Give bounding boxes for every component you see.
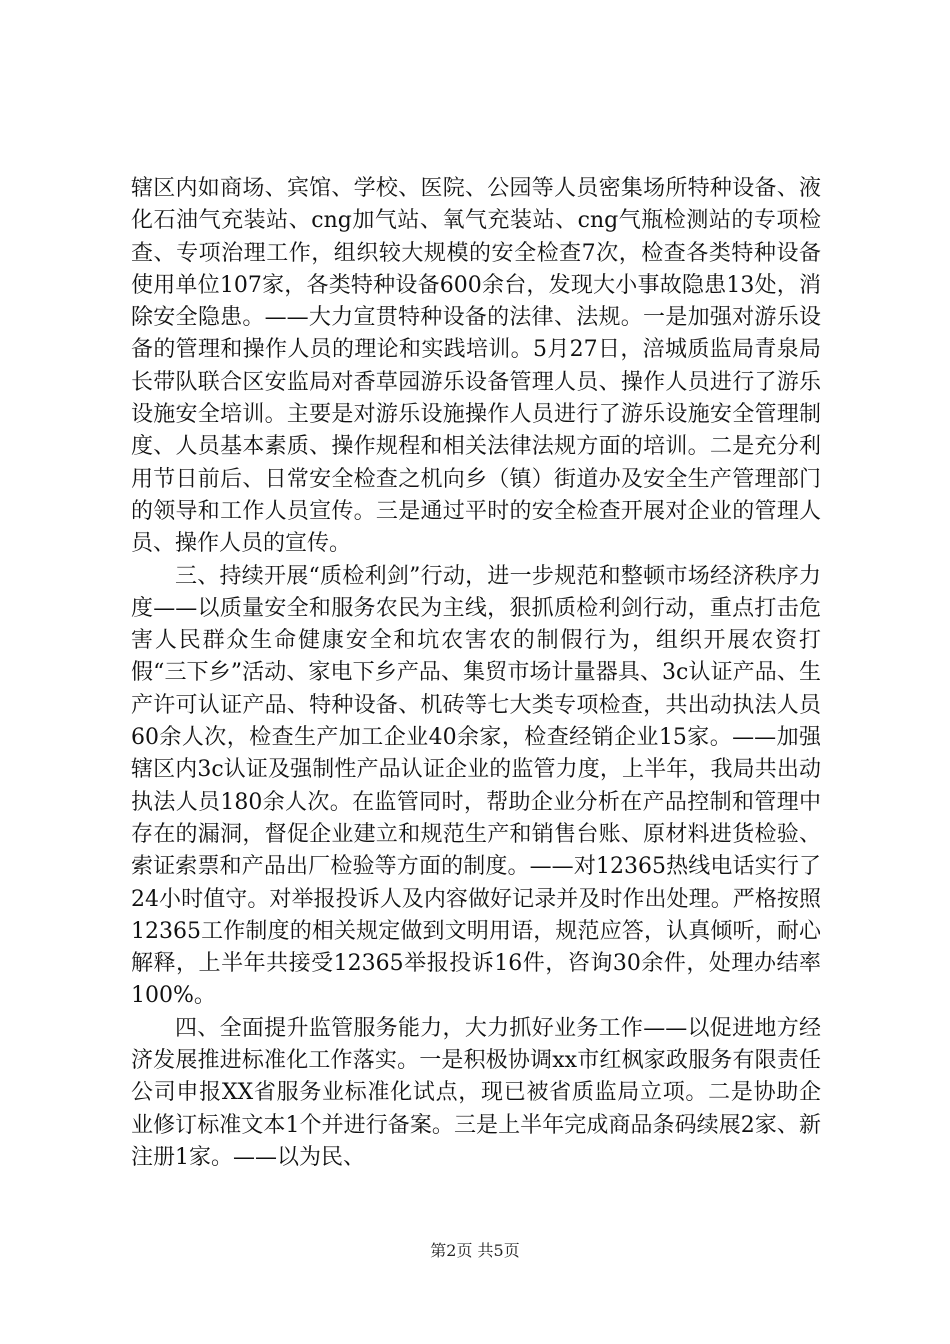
paragraph-2: 三、持续开展“质检利剑”行动，进一步规范和整顿市场经济秩序力度——以质量安全和服务农民为主线，狠抓质检利剑行动，重点打击危害人民群众生命健康安全和坑农害农的制假行为，组织开展农资打假“三下乡”活动、家电下乡产品、集贸市场计量器具、3c认证产品、生产许可认证产品、特种设备、机砖等七大类专项检查，共出动执法人员60余人次，检查生产加工企业40余家，检查经销企业15家。——加强辖区内3c认证及强制性产品认证企业的监管力度，上半年，我局共出动执法人员180余人次。在监管同时，帮助企业分析在产品控制和管理中存在的漏洞，督促企业建立和规范生产和销售台账、原材料进货检验、索证索票和产品出厂检验等方面的制度。——对12365热线电话实行了24小时值守。对举报投诉人及内容做好记录并及时作出处理。严格按照12365工作制度的相关规定做到文明用语，规范应答，认真倾听，耐心解释，上半年共接受12365举报投诉16件，咨询30余件，处理办结率100%。 [131,563,821,1009]
body-text [131,173,821,1174]
paragraph-1: 辖区内如商场、宾馆、学校、医院、公园等人员密集场所特种设备、液化石油气充装站、cng加气站、氧气充装站、cng气瓶检测站的专项检查、专项治理工作，组织较大规模的安全检查7次，检查各类特种设备使用单位107家，各类特种设备600余台，发现大小事故隐患13处，消除安全隐患。——大力宣贯特种设备的法律、法规。一是加强对游乐设备的管理和操作人员的理论和实践培训。5月27日，涪城质监局青泉局长带队联合区安监局对香草园游乐设备管理人员、操作人员进行了游乐设施安全培训。主要是对游乐设施操作人员进行了游乐设施安全管理制度、人员基本素质、操作规程和相关法律法规方面的培训。二是充分利用节日前后、日常安全检查之机向乡（镇）街道办及安全生产管理部门的领导和工作人员宣传。三是通过平时的安全检查开展对企业的管理人员、操作人员的宣传。 [131,176,821,557]
paragraph-3: 四、全面提升监管服务能力，大力抓好业务工作——以促进地方经济发展推进标准化工作落实。一是积极协调xx市红枫家政服务有限责任公司申报XX省服务业标准化试点，现已被省质监局立项。二是协助企业修订标准文本1个并进行备案。三是上半年完成商品条码续展2家、新注册1家。——以为民、 [131,1015,821,1170]
page-footer: 第2页 共5页 [430,1241,520,1260]
